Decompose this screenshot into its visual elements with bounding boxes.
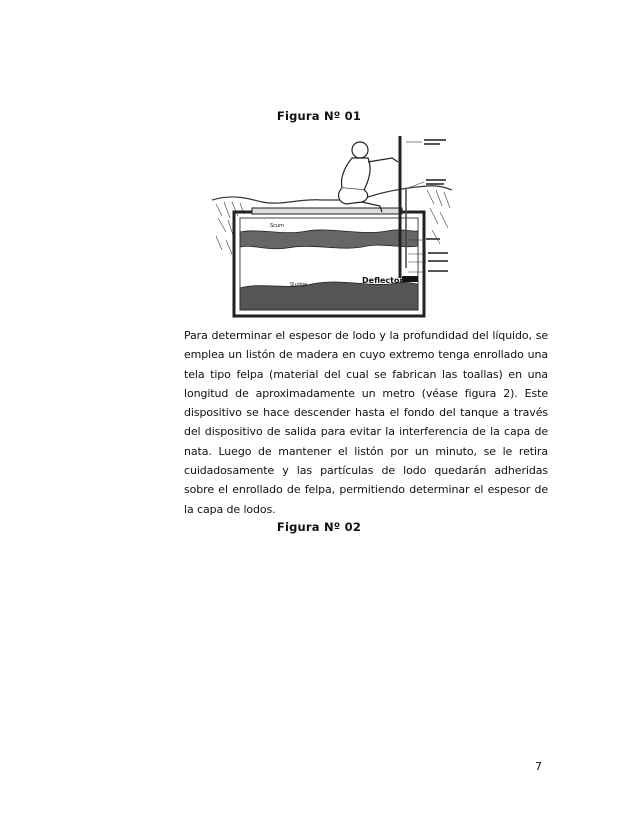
page-number: 7: [535, 760, 542, 773]
sludge-label: Sludge: [290, 282, 308, 288]
deflector-label: Deflector: [362, 276, 404, 285]
scum-label: Scum: [270, 223, 284, 229]
septic-tank-illustration: [212, 128, 452, 323]
body-paragraph: Para determinar el espesor de lodo y la profundidad del líquido, se emplea un listón de madera en cuyo extremo tenga enrollado una tela tipo felpa (material del cual se fabrican las toallas) en una longitud de aproximadamente un metro (véase figura 2). Este dispositivo se hace descender hasta el fondo del tanque a través del dispositivo de salida para evitar la interferencia de la capa de nata. Luego de mantener el listón por un minuto, se le retira cuidadosamente y las partículas de lodo quedarán adheridas sobre el enrollado de felpa, permitiendo determinar el espesor de la capa de lodos.: [184, 329, 548, 516]
figure-2-caption: Figura Nº 02: [276, 520, 362, 534]
figure-1-caption: Figura Nº 01: [276, 109, 362, 123]
